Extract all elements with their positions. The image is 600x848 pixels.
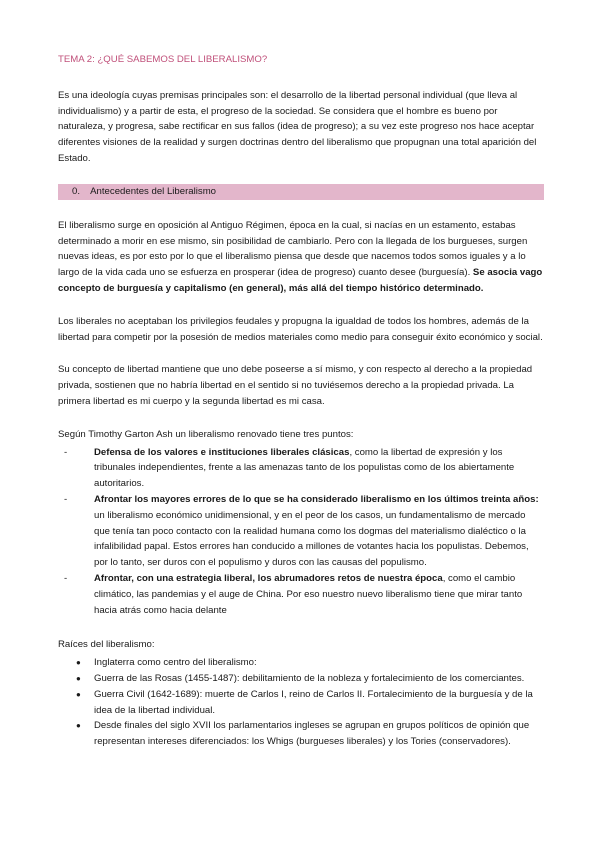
paragraph-liberals: Los liberales no aceptaban los privilegios feudales y propugna la igualdad de todos los hombres, además de la libertad para competir por la posesión de medios materiales como medio para conseguir éxito económico y social. (58, 315, 543, 343)
list-item (58, 571, 544, 618)
section-number: 0. (72, 185, 81, 197)
paragraph-origins (58, 218, 544, 297)
paragraph-freedom: Su concepto de libertad mantiene que uno debe poseerse a sí mismo, y con respecto al derecho a la propiedad privada, sostienen que no habría libertad en el sentido si no tuviésemos derecho a la propiedad privada. La primera libertad es mi cuerpo y la segunda libertad es mi casa. (58, 364, 533, 407)
list-item (58, 445, 544, 492)
roots-list (58, 655, 544, 750)
paragraph-origins-text: El liberalismo surge en oposición al Antiguo Régimen, época en la cual, si nacías en un estamento, estabas determinado a morir en ese mismo, sin posibilidad de cambiarlo. Pero con la llegada de los burgueses, surgen nuevas ideas, es por esto por lo que el liberalismo piensa que desde que nacemos todos somos iguales y a lo largo de la vida cada uno se esfuerza en prosperar (idea de progreso) cuanto desee (burguesía). (58, 219, 528, 279)
list-item (58, 687, 544, 719)
point-bold: Afrontar, con una estrategia liberal, los abrumadores retos de nuestra época (94, 572, 443, 584)
section-heading (58, 184, 544, 200)
document-page (58, 52, 544, 750)
list-item (58, 671, 544, 687)
bullet-icon: ● (76, 673, 81, 683)
paragraph-origins-bold: Se asocia vago concepto de burguesía y capitalismo (en general), más allá del tiempo histórico determinado. (58, 267, 543, 294)
bullet-icon: ● (76, 721, 81, 731)
list-item (58, 655, 544, 671)
roots-intro: Raíces del liberalismo: (58, 639, 155, 651)
point-text: , como el cambio climático, las pandemias y el auge de China. Por eso nuestro nuevo liberalismo tiene que mirar tanto hacia atrás como hacia delante (94, 572, 523, 616)
bullet-icon: ● (76, 689, 81, 699)
root-text: Guerra Civil (1642-1689): muerte de Carlos I, reino de Carlos II. Fortalecimiento de la burguesía y de la idea de la libertad individual. (94, 688, 533, 716)
section-label: Antecedentes del Liberalismo (90, 185, 217, 197)
intro-paragraph: Es una ideología cuyas premisas principales son: el desarrollo de la libertad personal individual (que lleva al individualismo) y a partir de esta, el progreso de la sociedad. Se considera que el hombre es bueno por naturaleza, y progresa, sabe rectificar en sus fallos (idea de progreso); a su vez este progreso nos hace aceptar diferentes visiones de la realidad y surgen doctrinas dentro del liberalismo que propugnan una total aparición del Estado. (58, 89, 537, 164)
garton-ash-points (58, 445, 544, 619)
root-text: Inglaterra como centro del liberalismo: (94, 657, 257, 669)
list-item (58, 718, 544, 750)
list-item (58, 492, 544, 571)
document-title: TEMA 2: ¿QUÉ SABEMOS DEL LIBERALISMO? (58, 54, 268, 65)
point-text: , como la libertad de expresión y los tribunales independientes, frente a las amenazas tanto de los populistas como de los abiertamente autoritarios. (94, 446, 515, 490)
point-bold: Defensa de los valores e instituciones liberales clásicas (94, 446, 350, 458)
root-text: Desde finales del siglo XVII los parlamentarios ingleses se agrupan en grupos políticos de opinión que representan intereses diferenciados: los Whigs (burgueses liberales) y los Tories (conservadores). (94, 720, 530, 748)
dash-marker: - (64, 493, 68, 505)
point-text: un liberalismo económico unidimensional, y en el peor de los casos, un fundamentalismo de mercado que tenía tan poco contacto con la realidad humana como los dogmas del materialismo dialéctico o la infalibilidad papal. Estos errores han conducido a millones de votantes hacia los populistas. Debemos, por lo tanto, ser duros con el populismo y duros con las causas del populismo. (94, 509, 529, 569)
root-text: Guerra de las Rosas (1455-1487): debilitamiento de la nobleza y fortalecimiento de los comerciantes. (94, 672, 525, 684)
dash-marker: - (64, 572, 68, 584)
bullet-icon: ● (76, 658, 81, 668)
dash-marker: - (64, 446, 68, 458)
garton-ash-intro: Según Timothy Garton Ash un liberalismo renovado tiene tres puntos: (58, 428, 354, 440)
point-bold: Afrontar los mayores errores de lo que se ha considerado liberalismo en los últimos treinta años: (94, 493, 539, 505)
